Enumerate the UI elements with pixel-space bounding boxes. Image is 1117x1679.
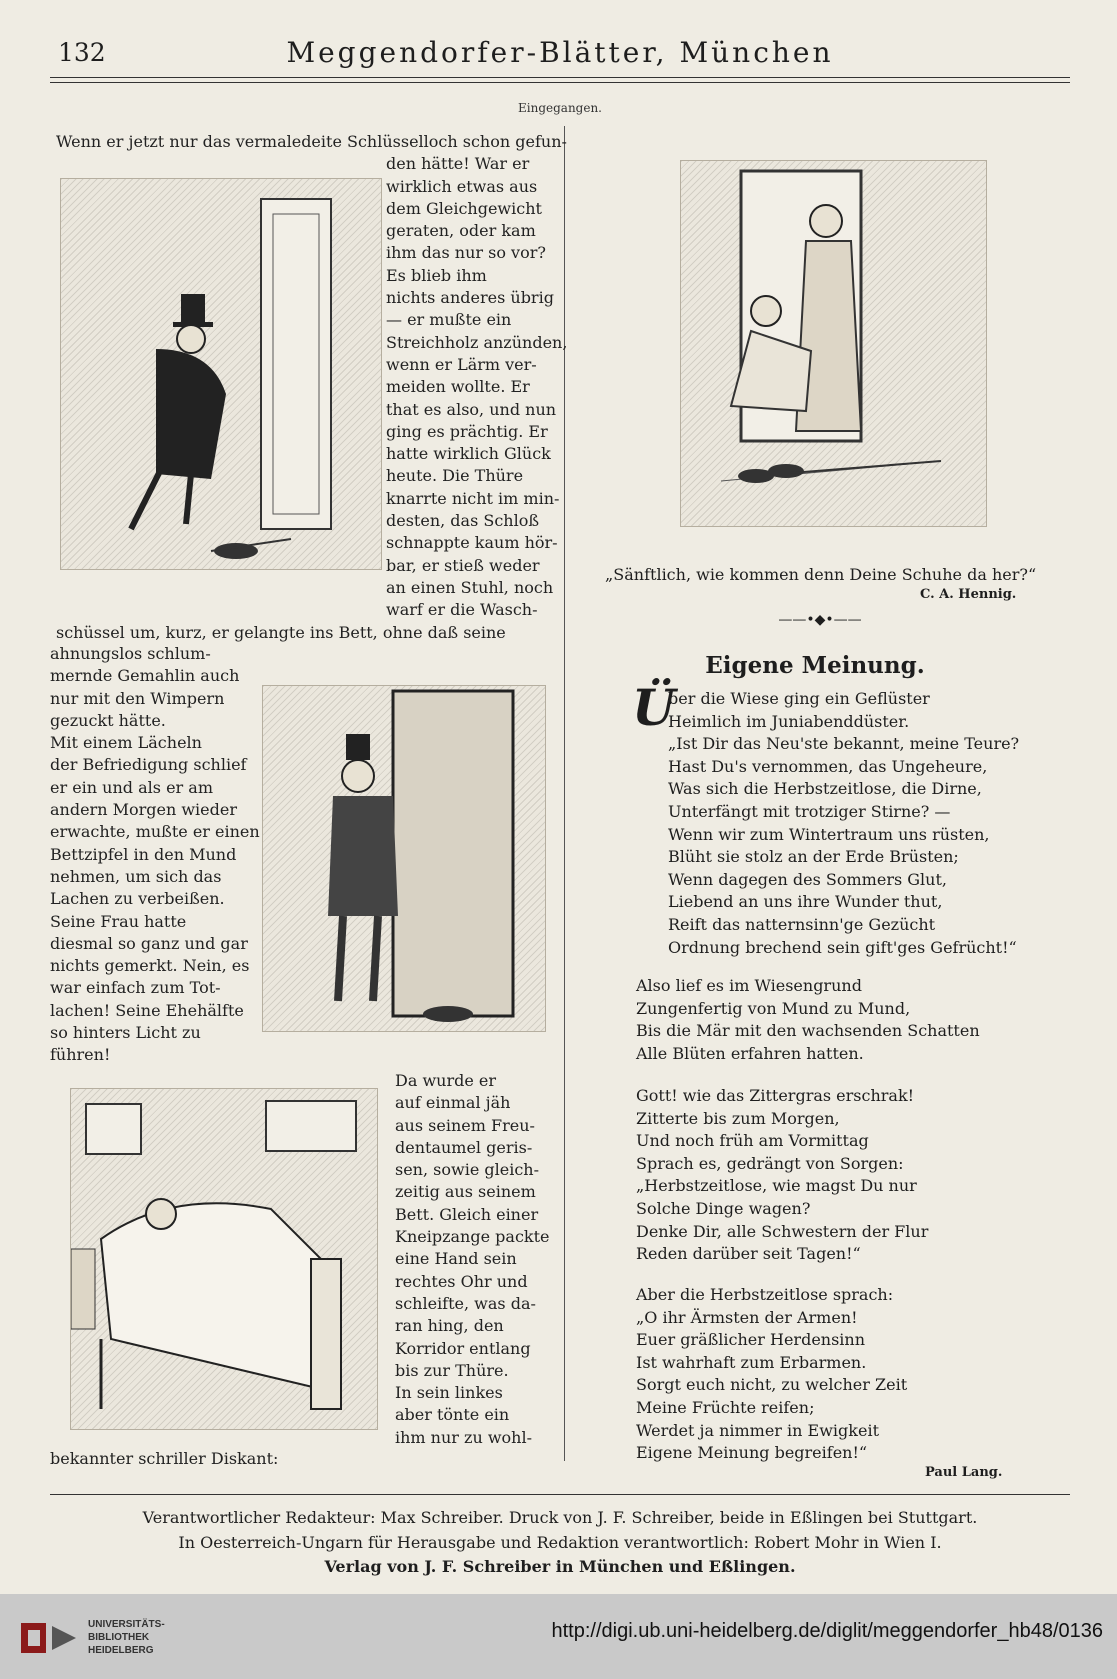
text-line: dem Gleichgewicht	[386, 198, 542, 218]
text-line: schnappte kaum hör-	[386, 533, 558, 553]
page-number: 132	[58, 38, 106, 67]
text-line: nehmen, um sich das	[50, 866, 222, 886]
text-line: rechtes Ohr und	[395, 1271, 528, 1291]
text-line: zeitig aus seinem	[395, 1182, 536, 1202]
illustration-man-behind-door-art	[263, 686, 545, 1031]
text-line: ran hing, den	[395, 1316, 504, 1336]
library-name-line: HEIDELBERG	[88, 1645, 154, 1656]
story-final-line: bekannter schriller Diskant:	[50, 1449, 279, 1468]
text-line: Korridor entlang	[395, 1338, 531, 1358]
text-line: Eigene Meinung begreifen!“	[636, 1443, 868, 1463]
library-name	[88, 1618, 165, 1657]
text-line: wirklich etwas aus	[386, 176, 538, 196]
text-line: mernde Gemahlin auch	[50, 666, 240, 686]
text-line: Heimlich im Juniabenddüster.	[668, 711, 910, 731]
text-line: Werdet ja nimmer in Ewigkeit	[636, 1420, 879, 1440]
section-ornament: ——•◆•——	[778, 612, 862, 628]
running-title: Meggendorfer-Blätter, München	[286, 36, 834, 69]
text-line: warf er die Wasch-	[386, 600, 538, 620]
text-line: Ordnung brechend sein gift'ges Gefrücht!“	[668, 937, 1017, 957]
text-line: diesmal so ganz und gar	[50, 933, 248, 953]
text-line: Mit einem Lächeln	[50, 733, 202, 753]
text-line: Zungenfertig von Mund zu Mund,	[636, 998, 911, 1018]
text-line: ber die Wiese ging ein Geflüster	[668, 689, 930, 708]
text-line: Bett. Gleich einer	[395, 1204, 539, 1224]
illustration-caption: „Sänftlich, wie kommen denn Deine Schuhe da her?“	[605, 565, 1037, 584]
poem-stanza-3	[636, 1085, 928, 1266]
viewer-bar	[0, 1594, 1117, 1679]
library-name-line: UNIVERSITÄTS-	[88, 1619, 165, 1630]
text-line: Wenn wir zum Wintertraum uns rüsten,	[668, 824, 990, 844]
text-line: that es also, und nun	[386, 399, 557, 419]
text-line: aus seinem Freu-	[395, 1115, 535, 1135]
text-line: Bis die Mär mit den wachsenden Schatten	[636, 1021, 980, 1041]
text-line: war einfach zum Tot-	[50, 978, 221, 998]
poem-title: Eigene Meinung.	[705, 652, 925, 679]
text-line: an einen Stuhl, noch	[386, 577, 554, 597]
text-line: bar, er stieß weder	[386, 555, 540, 575]
text-line: ihm nur zu wohl-	[395, 1427, 532, 1447]
text-line: Gott! wie das Zittergras erschrak!	[636, 1086, 915, 1105]
illustration-wife-pulling-husband	[680, 160, 987, 527]
text-line: „O ihr Ärmsten der Armen!	[636, 1307, 858, 1327]
text-line: — er mußte ein	[386, 310, 512, 330]
poem-stanza-1	[668, 688, 1019, 959]
text-line: Und noch früh am Vormittag	[636, 1131, 869, 1151]
text-line: Reift das natternsinn'ge Gezücht	[668, 914, 936, 934]
text-line: Seine Frau hatte	[50, 911, 187, 931]
text-line: Liebend an uns ihre Wunder thut,	[668, 892, 943, 912]
text-line: meiden wollte. Er	[386, 377, 530, 397]
text-line: Lachen zu verbeißen.	[50, 889, 225, 909]
text-line: Blüht sie stolz an der Erde Brüsten;	[668, 847, 959, 867]
text-line: lachen! Seine Ehehälfte	[50, 1000, 244, 1020]
illustration-man-at-door	[60, 178, 382, 570]
text-line: Sorgt euch nicht, zu welcher Zeit	[636, 1375, 908, 1395]
text-line: Wenn er jetzt nur das vermaledeite Schlüsselloch schon gefun-	[56, 132, 567, 151]
text-line: Denke Dir, alle Schwestern der Flur	[636, 1221, 929, 1241]
text-line: ihm das nur so vor?	[386, 243, 546, 263]
text-line: den hätte! War er	[386, 154, 530, 174]
text-line: Kneipzange packte	[395, 1227, 550, 1247]
text-line: Euer gräßlicher Herdensinn	[636, 1330, 866, 1350]
text-line: der Befriedigung schlief	[50, 755, 247, 775]
poem-stanza-4	[636, 1284, 907, 1465]
text-line: Bettzipfel in den Mund	[50, 844, 237, 864]
text-line: bis zur Thüre.	[395, 1360, 509, 1380]
text-line: Unterfängt mit trotziger Stirne? —	[668, 801, 951, 821]
text-line: schüssel um, kurz, er gelangte ins Bett, ohne daß seine	[56, 622, 506, 642]
poem-dropcap: Ü	[632, 678, 676, 737]
text-line: Sprach es, gedrängt von Sorgen:	[636, 1153, 904, 1173]
illustration-wife-pulling-husband-art	[681, 161, 986, 526]
text-line: geraten, oder kam	[386, 221, 536, 241]
text-line: Also lief es im Wiesengrund	[636, 976, 862, 995]
text-line: aber tönte ein	[395, 1405, 510, 1425]
text-line: Solche Dinge wagen?	[636, 1198, 811, 1218]
text-line: Alle Blüten erfahren hatten.	[636, 1043, 864, 1063]
text-line: „Ist Dir das Neu'ste bekannt, meine Teure?	[668, 734, 1020, 754]
text-line: Reden darüber seit Tagen!“	[636, 1244, 861, 1264]
text-line: knarrte nicht im min-	[386, 488, 560, 508]
text-line: andern Morgen wieder	[50, 800, 237, 820]
illustration-man-in-bed-art	[71, 1089, 377, 1429]
header-rule-thin	[50, 82, 1070, 83]
text-line: Wenn dagegen des Sommers Glut,	[668, 869, 947, 889]
text-line: desten, das Schloß	[386, 511, 540, 531]
text-line: so hinters Licht zu	[50, 1023, 201, 1043]
page-header	[50, 36, 1070, 76]
text-line: Zitterte bis zum Morgen,	[636, 1108, 840, 1128]
imprint-line-2: In Oesterreich-Ungarn für Herausgabe und Redaktion verantwortlich: Robert Mohr in Wien I.	[178, 1533, 942, 1552]
illustration-man-at-door-art	[61, 179, 381, 569]
text-line: nichts gemerkt. Nein, es	[50, 956, 250, 976]
imprint-line-3: Verlag von J. F. Schreiber in München und Eßlingen.	[324, 1557, 796, 1576]
text-line: Aber die Herbstzeitlose sprach:	[636, 1285, 894, 1304]
text-line: schleifte, was da-	[395, 1293, 536, 1313]
caption-author: C. A. Hennig.	[920, 587, 1017, 602]
text-line: Streichholz anzünden,	[386, 332, 568, 352]
text-line: Meine Früchte reifen;	[636, 1397, 815, 1417]
text-line: dentaumel geris-	[395, 1137, 533, 1157]
text-line: wenn er Lärm ver-	[386, 354, 537, 374]
university-logo-icon	[16, 1618, 96, 1658]
column-divider	[564, 126, 565, 1461]
source-url-link[interactable]: http://digi.ub.uni-heidelberg.de/diglit/meggendorfer_hb48/0136	[551, 1620, 1103, 1642]
text-line: Ist wahrhaft zum Erbarmen.	[636, 1352, 867, 1372]
text-line: eine Hand sein	[395, 1249, 517, 1269]
text-line: nur mit den Wimpern	[50, 688, 225, 708]
text-line: auf einmal jäh	[395, 1093, 511, 1113]
poem-stanza-2	[636, 975, 980, 1065]
text-line: „Herbstzeitlose, wie magst Du nur	[636, 1176, 917, 1196]
text-line: hatte wirklich Glück	[386, 444, 551, 464]
text-line: ging es prächtig. Er	[386, 421, 548, 441]
footer-rule	[50, 1494, 1070, 1495]
story-text-block-2	[50, 643, 260, 1067]
text-line: Es blieb ihm	[386, 265, 487, 285]
text-line: Was sich die Herbstzeitlose, die Dirne,	[668, 779, 982, 799]
imprint-line-1: Verantwortlicher Redakteur: Max Schreiber. Druck von J. F. Schreiber, beide in Eßlingen bei Stuttgart.	[142, 1508, 978, 1527]
text-line: ahnungslos schlum-	[50, 644, 211, 663]
text-line: nichts anderes übrig	[386, 288, 554, 308]
header-rule	[50, 77, 1070, 78]
text-line: heute. Die Thüre	[386, 466, 524, 486]
text-line: Hast Du's vernommen, das Ungeheure,	[668, 756, 988, 776]
text-line: er ein und als er am	[50, 777, 213, 797]
text-line: In sein linkes	[395, 1383, 503, 1403]
story-text-block-3	[395, 1070, 550, 1449]
text-line: erwachte, mußte er einen	[50, 822, 260, 842]
illustration-man-behind-door	[262, 685, 546, 1032]
text-line: gezuckt hätte.	[50, 710, 166, 730]
library-name-line: BIBLIOTHEK	[88, 1632, 150, 1643]
text-line: sen, sowie gleich-	[395, 1160, 539, 1180]
section-subhead: Eingegangen.	[518, 101, 602, 115]
text-line: führen!	[50, 1045, 111, 1065]
text-line: Da wurde er	[395, 1071, 497, 1090]
poem-author: Paul Lang.	[925, 1465, 1003, 1480]
illustration-man-in-bed	[70, 1088, 378, 1430]
